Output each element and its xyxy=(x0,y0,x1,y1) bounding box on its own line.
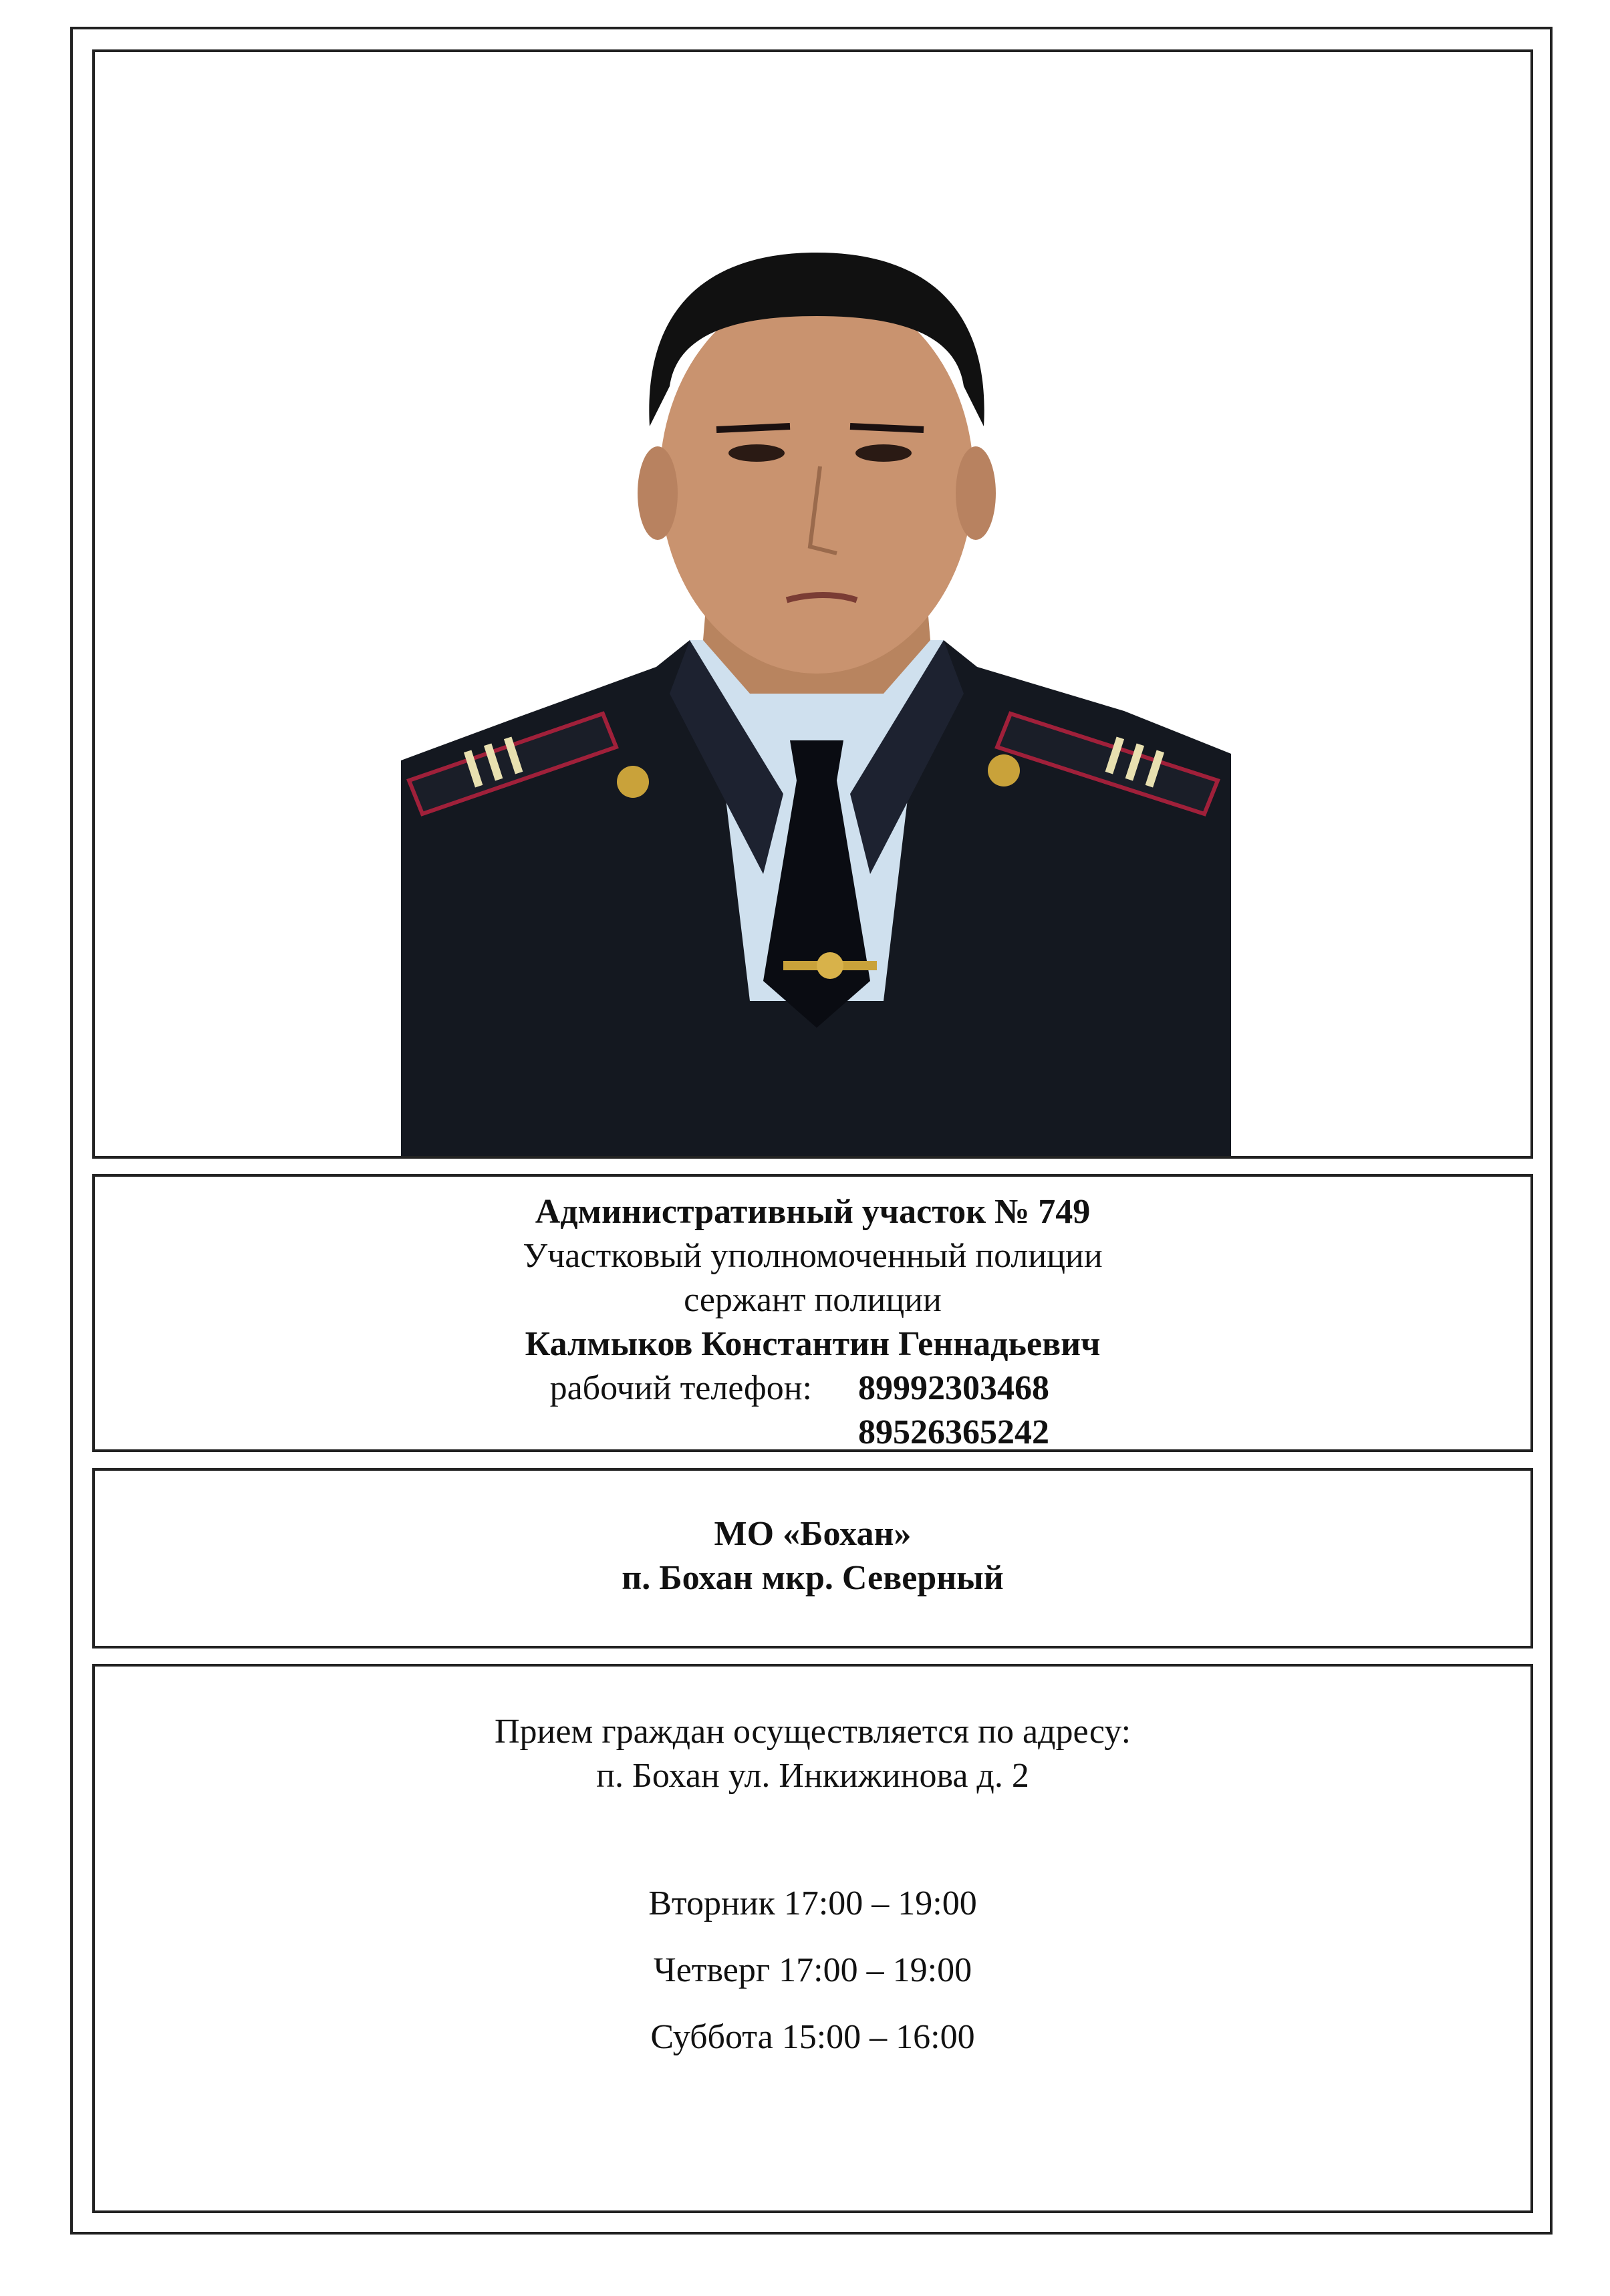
district-title: Административный участок № 749 xyxy=(535,1193,1091,1231)
schedule-item: Суббота 15:00 – 16:00 xyxy=(650,2018,975,2056)
municipality-cell xyxy=(92,1468,1533,1648)
reception-intro: Прием граждан осуществляется по адресу: xyxy=(494,1713,1131,1751)
officer-info xyxy=(95,1190,1530,1455)
phone-label: рабочий телефон: xyxy=(549,1369,812,1407)
municipality-area: п. Бохан мкр. Северный xyxy=(622,1559,1004,1597)
schedule-item: Четверг 17:00 – 19:00 xyxy=(653,1951,972,1989)
photo-cell xyxy=(92,49,1533,1159)
phone-row xyxy=(95,1367,1530,1411)
reception-info xyxy=(95,1710,1530,2071)
officer-info-cell xyxy=(92,1174,1533,1452)
phone-number-2: 89526365242 xyxy=(858,1413,1049,1451)
officer-name: Калмыков Константин Геннадьевич xyxy=(525,1325,1101,1363)
officer-rank: сержант полиции xyxy=(684,1281,942,1319)
reception-address: п. Бохан ул. Инкижинова д. 2 xyxy=(596,1757,1029,1795)
reception-cell xyxy=(92,1664,1533,2213)
officer-position: Участковый уполномоченный полиции xyxy=(523,1237,1103,1275)
phone-row-2 xyxy=(95,1411,1530,1455)
phone-number-1: 89992303468 xyxy=(858,1369,1049,1407)
officer-portrait-icon xyxy=(95,52,1530,1156)
municipality-name: МО «Бохан» xyxy=(714,1515,912,1553)
schedule-item: Вторник 17:00 – 19:00 xyxy=(648,1884,977,1922)
spacer xyxy=(95,1798,1530,1870)
municipality-info xyxy=(95,1512,1530,1600)
